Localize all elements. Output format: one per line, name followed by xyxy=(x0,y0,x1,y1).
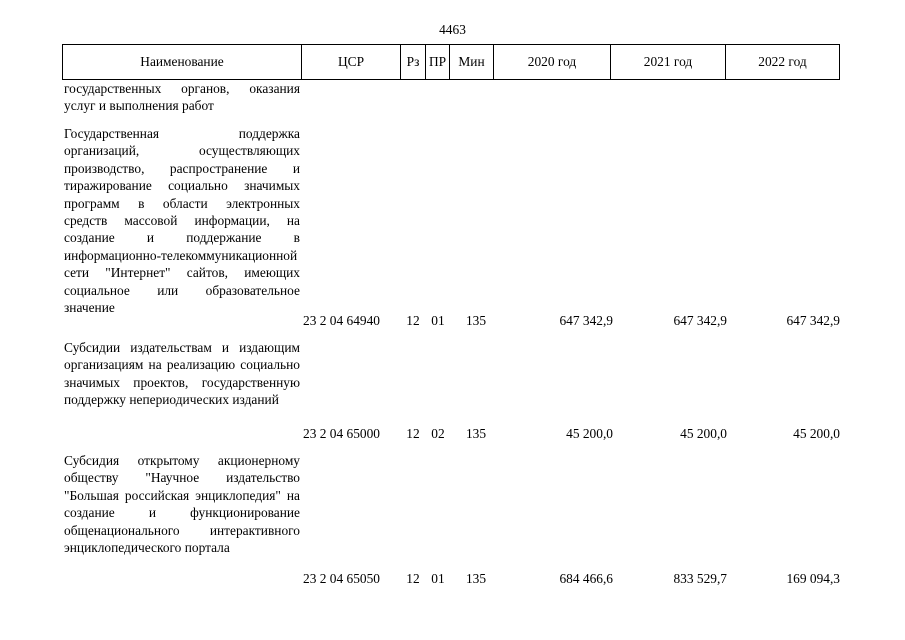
row-2021: 833 529,7 xyxy=(673,571,727,586)
row-2021: 45 200,0 xyxy=(680,426,727,441)
column-header-csr: ЦСР xyxy=(302,45,401,79)
row-rz: 12 xyxy=(406,426,420,441)
row-pr: 02 xyxy=(431,426,445,441)
row-2020: 45 200,0 xyxy=(566,426,613,441)
row-csr: 23 2 04 64940 xyxy=(303,313,380,328)
row-min: 135 xyxy=(465,313,487,328)
row-name: Субсидии издательствам и издающим организациям на реализацию социально значимых проектов, государственную поддержку непериодических изданий xyxy=(64,340,300,408)
row-name: Государственная поддержка организаций, осуществляющих производство, распространение и тиражирование социально значимых программ в области электронных средств массовой информации, на создание и поддержание в информационно-телекоммуникационной сети "Интернет" сайтов, имеющих социальное или образовательное значение xyxy=(64,126,300,316)
row-csr: 23 2 04 65000 xyxy=(303,426,380,441)
row-min: 135 xyxy=(465,426,487,441)
column-header-2021: 2021 год xyxy=(611,45,726,79)
row-2020: 647 342,9 xyxy=(559,313,613,328)
row-pr: 01 xyxy=(431,571,445,586)
row-name: Субсидия открытому акционерному обществу "Научное издательство "Большая российская энциклопедия" на создание и функционирование общенационального интерактивного энциклопедического портала xyxy=(64,453,300,556)
row-2022: 169 094,3 xyxy=(786,571,840,586)
column-header-name: Наименование xyxy=(63,45,302,79)
row-csr: 23 2 04 65050 xyxy=(303,571,380,586)
table-header xyxy=(62,44,840,80)
continuation-text: государственных органов, оказания услуг и выполнения работ xyxy=(64,81,300,114)
column-header-pr: ПР xyxy=(426,45,450,79)
row-rz: 12 xyxy=(406,313,420,328)
row-rz: 12 xyxy=(406,571,420,586)
column-header-2022: 2022 год xyxy=(758,54,807,69)
row-min: 135 xyxy=(465,571,487,586)
row-2022: 45 200,0 xyxy=(793,426,840,441)
row-2022: 647 342,9 xyxy=(786,313,840,328)
row-pr: 01 xyxy=(431,313,445,328)
row-2021: 647 342,9 xyxy=(673,313,727,328)
page-number: 4463 xyxy=(439,22,466,37)
column-header-2020: 2020 год xyxy=(494,45,611,79)
row-2020: 684 466,6 xyxy=(559,571,613,586)
column-header-rz: Рз xyxy=(401,45,426,79)
column-header-min: Мин xyxy=(450,45,494,79)
